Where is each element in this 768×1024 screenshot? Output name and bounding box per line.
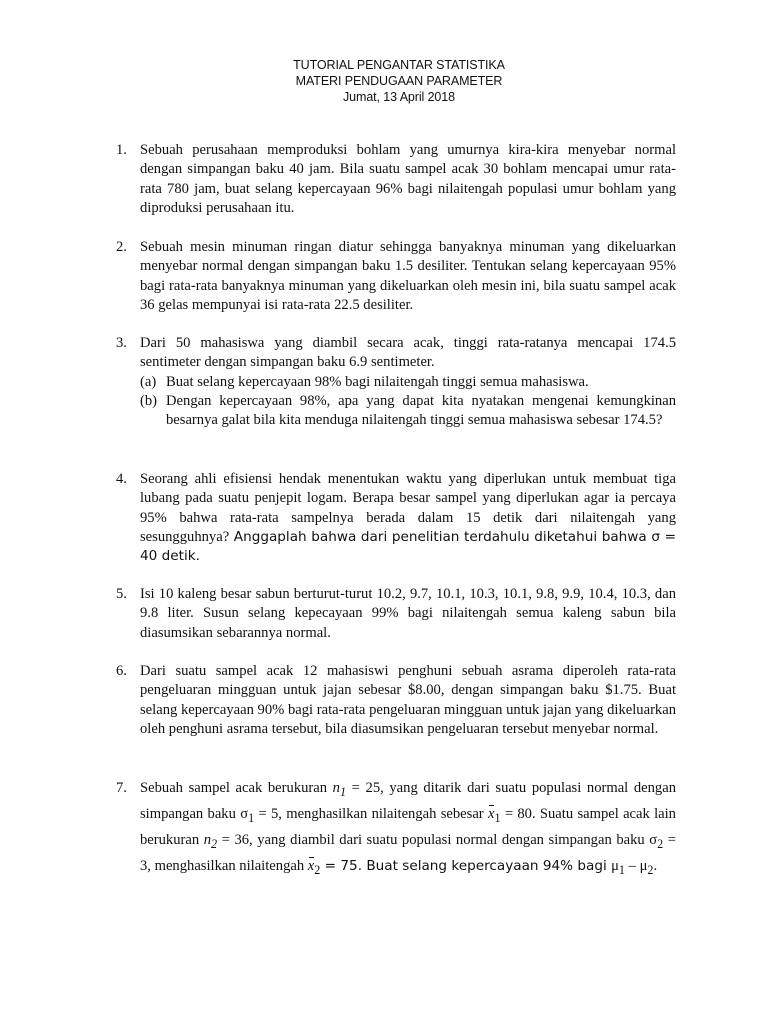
sub-question-b: [140, 392, 676, 431]
question-number: 3.: [116, 335, 127, 351]
question-number: 6.: [116, 663, 127, 679]
question-1: [116, 141, 676, 218]
question-number: 1.: [116, 142, 127, 158]
question-number: 2.: [116, 239, 127, 255]
population-mean-1: $\mu_1$: [611, 857, 625, 877]
sample-size-1: $n_1$: [332, 780, 347, 799]
population-mean-2: $\mu_2$: [639, 857, 654, 877]
document-header: [0, 57, 768, 105]
sub-question-label: (a): [140, 373, 157, 390]
sample-mean-2: $x_2$: [308, 858, 321, 874]
question-5: [116, 585, 676, 643]
question-number: 4.: [116, 471, 127, 487]
question-6: [116, 662, 676, 739]
question-4: [116, 470, 676, 566]
header-topic-title: MATERI PENDUGAAN PARAMETER: [295, 74, 503, 88]
question-text: Isi 10 kaleng besar sabun berturut-turut 10.2, 9.7, 10.1, 10.3, 10.1, 9.8, 9.9, 10.4, 10.3, dan 9.8 liter. Susun selang kepecayaan 99% bagi nilaitengah semua kaleng sabun bila diasumsikan sebarannya normal.: [140, 586, 676, 641]
sub-question-label: (b): [140, 392, 158, 409]
question-text: Sebuah sampel acak berukuran $n_1 = 25$, yang ditarik dari suatu populasi normal dengan simpangan baku $\sigma_1 = 5$, menghasilkan nilaitengah sebesar $x_1 = 80$. Suatu sampel acak lain berukuran $n_2 = 36$, yang diambil dari suatu populasi normal dengan simpangan baku $\sigma_2 = 3$, menghasilkan nilaitengah $x_2 = 75$. Buat selang kepercayaan 94% bagi $\mu_1 - \mu_2$.: [140, 780, 676, 877]
std-dev-1: $\sigma_1$: [240, 805, 255, 825]
sub-question-a: [140, 373, 676, 392]
question-2: [116, 238, 676, 315]
question-text: Sebuah mesin minuman ringan diatur sehingga banyaknya minuman yang dikeluarkan menyebar normal dengan simpangan baku 1.5 desiliter. Tentukan selang kepercayaan 95% bagi rata-rata banyaknya minuman yang dikeluarkan oleh mesin ini, bila suatu sampel acak 36 gelas mempunyai isi rata-rata 22.5 desiliter.: [140, 239, 676, 313]
header-date: Jumat, 13 April 2018: [343, 90, 455, 104]
question-text: Sebuah perusahaan memproduksi bohlam yang umurnya kira-kira menyebar normal dengan simpangan baku 40 jam. Bila suatu sampel acak 30 bohlam mencapai umur rata-rata 780 jam, buat selang kepercayaan 96% bagi nilaitengah populasi umur bohlam yang diproduksi perusahaan itu.: [140, 142, 676, 216]
question-number: 7.: [116, 780, 127, 796]
sub-question-text: Dengan kepercayaan 98%, apa yang dapat kita nyatakan mengenai kemungkinan besarnya galat bila kita menduga nilaitengah tinggi semua mahasiswa sebesar 174.5?: [166, 392, 676, 429]
sub-question-text: Buat selang kepercayaan 98% bagi nilaitengah tinggi semua mahasiswa.: [166, 373, 589, 390]
question-text: Dari suatu sampel acak 12 mahasiswi penghuni sebuah asrama diperoleh rata-rata pengeluaran mingguan untuk jajan sebesar $8.00, dengan simpangan baku $1.75. Buat selang kepercayaan 90% bagi rata-rata pengeluaran mingguan untuk jajan yang dikeluarkan oleh penghuni asrama tersebut, bila diasumsikan pengeluaran tersebut menyebar normal.: [140, 663, 676, 737]
sample-mean-1: $x_1$: [488, 806, 501, 822]
question-text: Seorang ahli efisiensi hendak menentukan waktu yang diperlukan untuk membuat tiga lubang pada suatu penjepit logam. Berapa besar sampel yang diperlukan agar ia percaya 95% bahwa rata-rata sampelnya berada dalam 15 detik dari nilaitengah yang sesungguhnya?: [140, 471, 676, 545]
question-3: [116, 334, 676, 430]
std-dev-2: $\sigma_2$: [649, 831, 664, 851]
header-course-title: TUTORIAL PENGANTAR STATISTIKA: [293, 58, 505, 72]
question-text: Dari 50 mahasiswa yang diambil secara acak, tinggi rata-ratanya mencapai 174.5 sentimeter dengan simpangan baku 6.9 sentimeter.: [140, 335, 676, 371]
question-text-tail: Anggaplah bahwa dari penelitian terdahulu diketahui bahwa σ = 40 detik.: [140, 528, 676, 565]
sample-size-2: $n_2$: [203, 831, 218, 851]
question-7: [116, 777, 676, 881]
question-number: 5.: [116, 586, 127, 602]
